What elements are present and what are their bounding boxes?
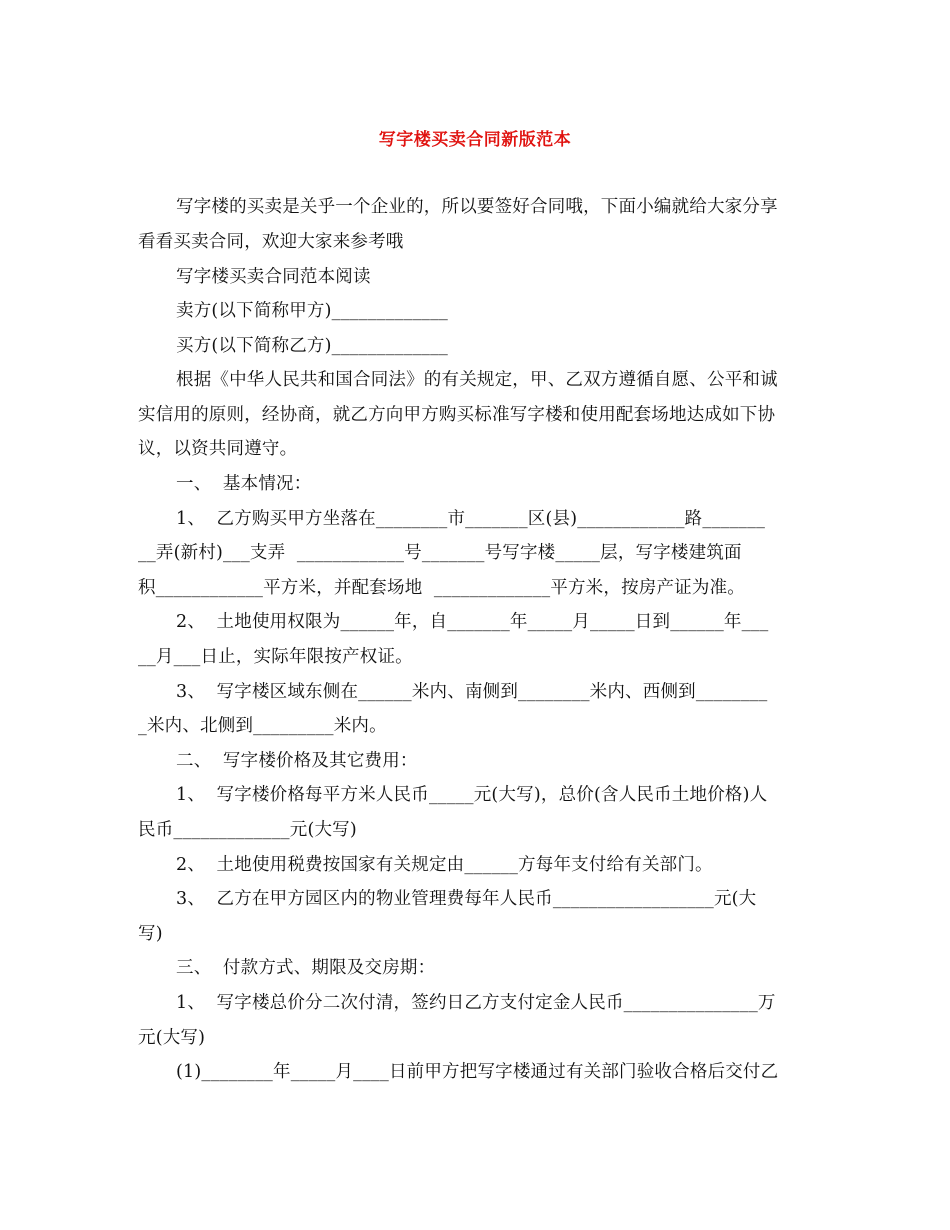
clause-1-1-line-2: __弄(新村)___支弄 ____________号_______号写字楼_____层，写字楼建筑面 xyxy=(138,543,742,563)
clause-3-1-line-1: 1、 写字楼总价分二次付清，签约日乙方支付定金人民币_______________万 xyxy=(176,993,776,1013)
clause-1-2-line-1: 2、 土地使用权限为______年，自_______年_____月_____日到______年___ xyxy=(176,612,769,632)
clause-2-1-line-1: 1、 写字楼价格每平方米人民币_____元(大写)，总价(含人民币土地价格)人 xyxy=(176,785,768,805)
document-title: 写字楼买卖合同新版范本 xyxy=(378,130,572,150)
clause-1-1-line-1: 1、 乙方购买甲方坐落在________市_______区(县)____________路_______ xyxy=(176,509,766,529)
buyer-line: 买方(以下简称乙方)_____________ xyxy=(176,336,449,356)
clause-1-2-line-2: __月___日止，实际年限按产权证。 xyxy=(138,647,413,667)
clause-1-1-line-3: 积____________平方米，并配套场地 _____________平方米，按房产证为准。 xyxy=(138,578,745,598)
intro-line-2: 看看买卖合同，欢迎大家来参考哦 xyxy=(138,232,404,252)
seller-line: 卖方(以下简称甲方)_____________ xyxy=(176,301,449,321)
clause-3-1-item-1: (1)________年_____月____日前甲方把写字楼通过有关部门验收合格后交付乙 xyxy=(176,1062,779,1082)
clause-2-1-line-2: 民币_____________元(大写) xyxy=(138,820,357,840)
basis-line-2: 实信用的原则，经协商，就乙方向甲方购买标准写字楼和使用配套场地达成如下协 xyxy=(138,405,776,425)
section-2-heading: 二、 写字楼价格及其它费用： xyxy=(176,751,418,771)
clause-2-3-line-1: 3、 乙方在甲方园区内的物业管理费每年人民币__________________元(大 xyxy=(176,889,757,909)
clause-1-3-line-1: 3、 写字楼区域东侧在______米内、南侧到________米内、西侧到________ xyxy=(176,682,768,702)
clause-3-1-line-2: 元(大写) xyxy=(138,1028,206,1048)
subtitle-line: 写字楼买卖合同范本阅读 xyxy=(176,267,371,287)
clause-2-2-line: 2、 土地使用税费按国家有关规定由______方每年支付给有关部门。 xyxy=(176,855,713,875)
section-3-heading: 三、 付款方式、期限及交房期： xyxy=(176,958,436,978)
clause-1-3-line-2: _米内、北侧到_________米内。 xyxy=(138,716,387,736)
basis-line-3: 议，以资共同遵守。 xyxy=(138,439,298,459)
intro-line-1: 写字楼的买卖是关乎一个企业的，所以要签好合同哦，下面小编就给大家分享 xyxy=(176,197,778,217)
section-1-heading: 一、 基本情况： xyxy=(176,474,312,494)
clause-2-3-line-2: 写) xyxy=(138,924,163,944)
basis-line-1: 根据《中华人民共和国合同法》的有关规定，甲、乙双方遵循自愿、公平和诚 xyxy=(176,370,778,390)
